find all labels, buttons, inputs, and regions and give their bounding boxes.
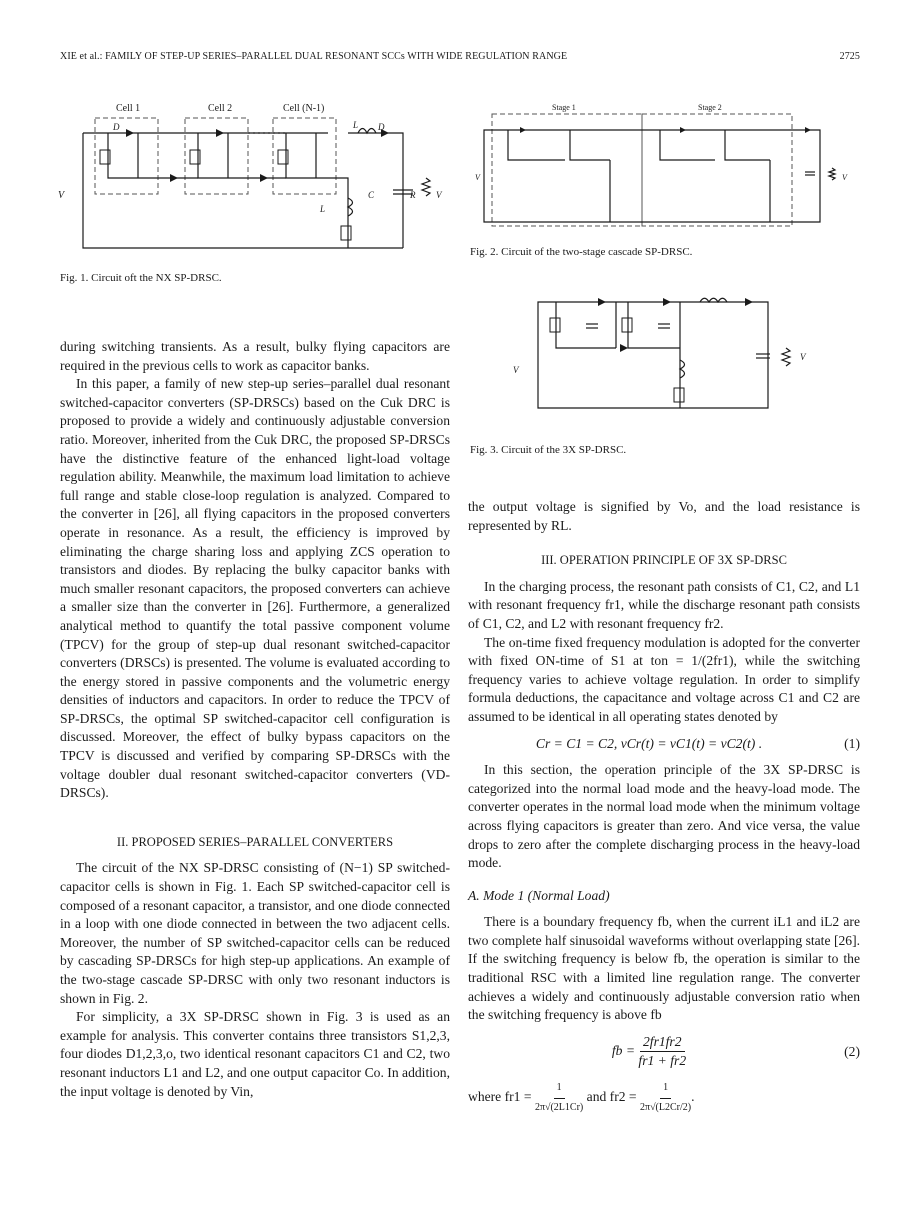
svg-text:C: C: [368, 190, 375, 200]
equation-2: [468, 1033, 860, 1071]
subsection-a-title: A. Mode 1 (Normal Load): [468, 887, 610, 903]
section-2-title: II. PROPOSED SERIES–PARALLEL CONVERTERS: [116, 834, 394, 849]
equation-2-lhs: fb =: [611, 1043, 636, 1059]
stage-1-label: Stage 1: [552, 103, 576, 112]
left-paragraph-1: during switching transients. As a result, bulky flying capacitors are required in the previous cells to work as capacitor banks.: [60, 339, 450, 373]
left-paragraph-4: For simplicity, a 3X SP-DRSC shown in Fig. 3 is used as an example for analysis. This converter contains three transistors S1,2,3, four diodes D1,2,3,o, two identical resonant capacitors C1 and C2, two resonant inductors L1 and L2, and one output capacitor Co. In addition, the input voltage is denoted by Vin,: [60, 1009, 450, 1099]
cell-n-label: Cell (N-1): [283, 103, 325, 114]
right-column: [468, 498, 860, 1117]
equation-2-number: (2): [844, 1043, 860, 1059]
svg-text:V: V: [800, 352, 806, 362]
left-paragraph-3: The circuit of the NX SP-DRSC consisting of (N−1) SP switched-capacitor cells is shown in Fig. 1. Each SP switched-capacitor cell is composed of a resonant capacitor, a transistor, and one diode connected in a loop with one diode connected in between the two adjacent cells. Moreover, the number of SP switched-capacitor cells can be reduced by cascading SP-DRSCs for high step-up applications. An example of the two-stage cascade SP-DRSC with only two resonant inductors is shown in Fig. 2.: [60, 860, 450, 1006]
svg-text:D: D: [378, 122, 385, 132]
svg-text:V: V: [436, 190, 442, 200]
svg-text:V: V: [58, 190, 65, 201]
equation-1-number: (1): [844, 735, 860, 751]
right-paragraph-6: where fr1 = $\frac{1}{2\pi√(2L1Cr)}$ and fr2 = $\frac{1}{2\pi√(L2Cr/2)}$ .: [468, 1079, 860, 1117]
running-header: XIE et al.: FAMILY OF STEP-UP SERIES–PARALLEL DUAL RESONANT SCCs WITH WIDE REGULATION RANGE: [60, 51, 568, 62]
equation-1-body: Cr = C1 = C2, vCr(t) = vC1(t) = vC2(t) .: [535, 735, 763, 751]
figure-3-circuit: [508, 288, 818, 418]
right-paragraph-3: The on-time fixed frequency modulation is adopted for the converter with fixed ON-time of S1 at ton = 1/(2fr1), while the switching frequency varies to achieve voltage regulation. In order to simplify formula deductions, the capacitance and voltage across C1 and C2 are assumed to be identical in all operating states denoted by: [468, 634, 860, 724]
svg-text:L: L: [353, 120, 359, 130]
svg-text:D: D: [113, 122, 120, 132]
figure-1-caption: Fig. 1. Circuit oft the NX SP-DRSC.: [60, 272, 222, 284]
svg-text:V: V: [842, 173, 847, 182]
svg-text:R: R: [410, 190, 416, 200]
figure-3-caption: Fig. 3. Circuit of the 3X SP-DRSC.: [470, 444, 627, 456]
stage-2-label: Stage 2: [698, 103, 722, 112]
section-3-title: III. OPERATION PRINCIPLE OF 3X SP-DRSC: [541, 553, 787, 568]
svg-text:L: L: [320, 204, 326, 214]
left-paragraph-2: In this paper, a family of new step-up series–parallel dual resonant switched-capacitor converters (SP-DRSCs) based on the Cuk DRC is proposed to provide a widely and continuously adjustable conversion ratio. Moreover, inherited from the Cuk DRC, the proposed SP-DRSCs have the distinctive feature of the enhanced light-load voltage regulation ability. Meanwhile, the maximum load limitation to achieve full range and stable close-loop regulation is analyzed. Compared to the converter in [26], all flying capacitors in the proposed converters operate in resonance. As a result, the efficiency is improved by eliminating the charge sharing loss and applying ZCS operation to transistors and diodes. By replacing the bulky capacitor banks with much smaller resonant capacitors, the proposed converters can achieve a smaller size than the converter in [26]. Furthermore, a generalized analytical method to quantify the total passive component volume (TPCV) for the group of step-up dual resonant switched-capacitor converters (DRSCs) is presented. The volume is evaluated according to the energy stored in passive components and the volumetric energy densities of inductors and capacitors. In order to reduce the TPCV of SP-DRSCs, the optimal SP switched-capacitor cell configuration is discussed. Moreover, the effect of bulky bypass capacitors on the TPCV is discussed and verified by comparing SP-DRSCs with the voltage doubler dual resonant switched-capacitor converters (VD-DRSCs).: [60, 376, 450, 801]
cell-1-label: Cell 1: [116, 103, 141, 114]
right-paragraph-1: the output voltage is signified by Vo, and the load resistance is represented by RL.: [468, 499, 860, 533]
figure-2-circuit: [470, 100, 862, 230]
equation-1: [468, 735, 860, 754]
right-paragraph-2: In the charging process, the resonant path consists of C1, C2, and L1 with resonant frequency fr1, while the discharge resonant path consists of C1, C2, and L2 with resonant frequency fr2.: [468, 578, 860, 631]
cell-2-label: Cell 2: [208, 103, 233, 114]
svg-text:V: V: [513, 365, 519, 375]
right-paragraph-5: There is a boundary frequency fb, when the current iL1 and iL2 are two complete half sinusoidal waveforms without overlapping state [26]. If the switching frequency is below fb, the operation is similar to the traditional RSC with a limited line regulation range. The converter achieves a widely and continuously adjustable conversion ratio when the switching frequency is above fb: [468, 914, 860, 1023]
figure-2-caption: Fig. 2. Circuit of the two-stage cascade SP-DRSC.: [470, 246, 693, 258]
fr1-fraction: $\frac{1}{2\pi√(2L1Cr)}$: [535, 1079, 583, 1117]
page-number: 2725: [839, 51, 860, 62]
equation-2-fraction: $\frac{2fr1fr2}{fr1 + fr2}$: [638, 1033, 687, 1069]
svg-text:V: V: [475, 173, 480, 182]
fr2-fraction: $\frac{1}{2\pi√(L2Cr/2)}$: [640, 1079, 691, 1117]
figure-1-circuit: [58, 98, 454, 258]
left-column: [60, 338, 450, 1101]
right-paragraph-4: In this section, the operation principle of the 3X SP-DRSC is categorized into the normal load mode and the heavy-load mode. The converter operates in the normal load mode when the minimum voltage across flying capacitors is greater than zero. And vice versa, the value drops to zero after the complete discharging process in the heavy-load mode.: [468, 762, 860, 871]
